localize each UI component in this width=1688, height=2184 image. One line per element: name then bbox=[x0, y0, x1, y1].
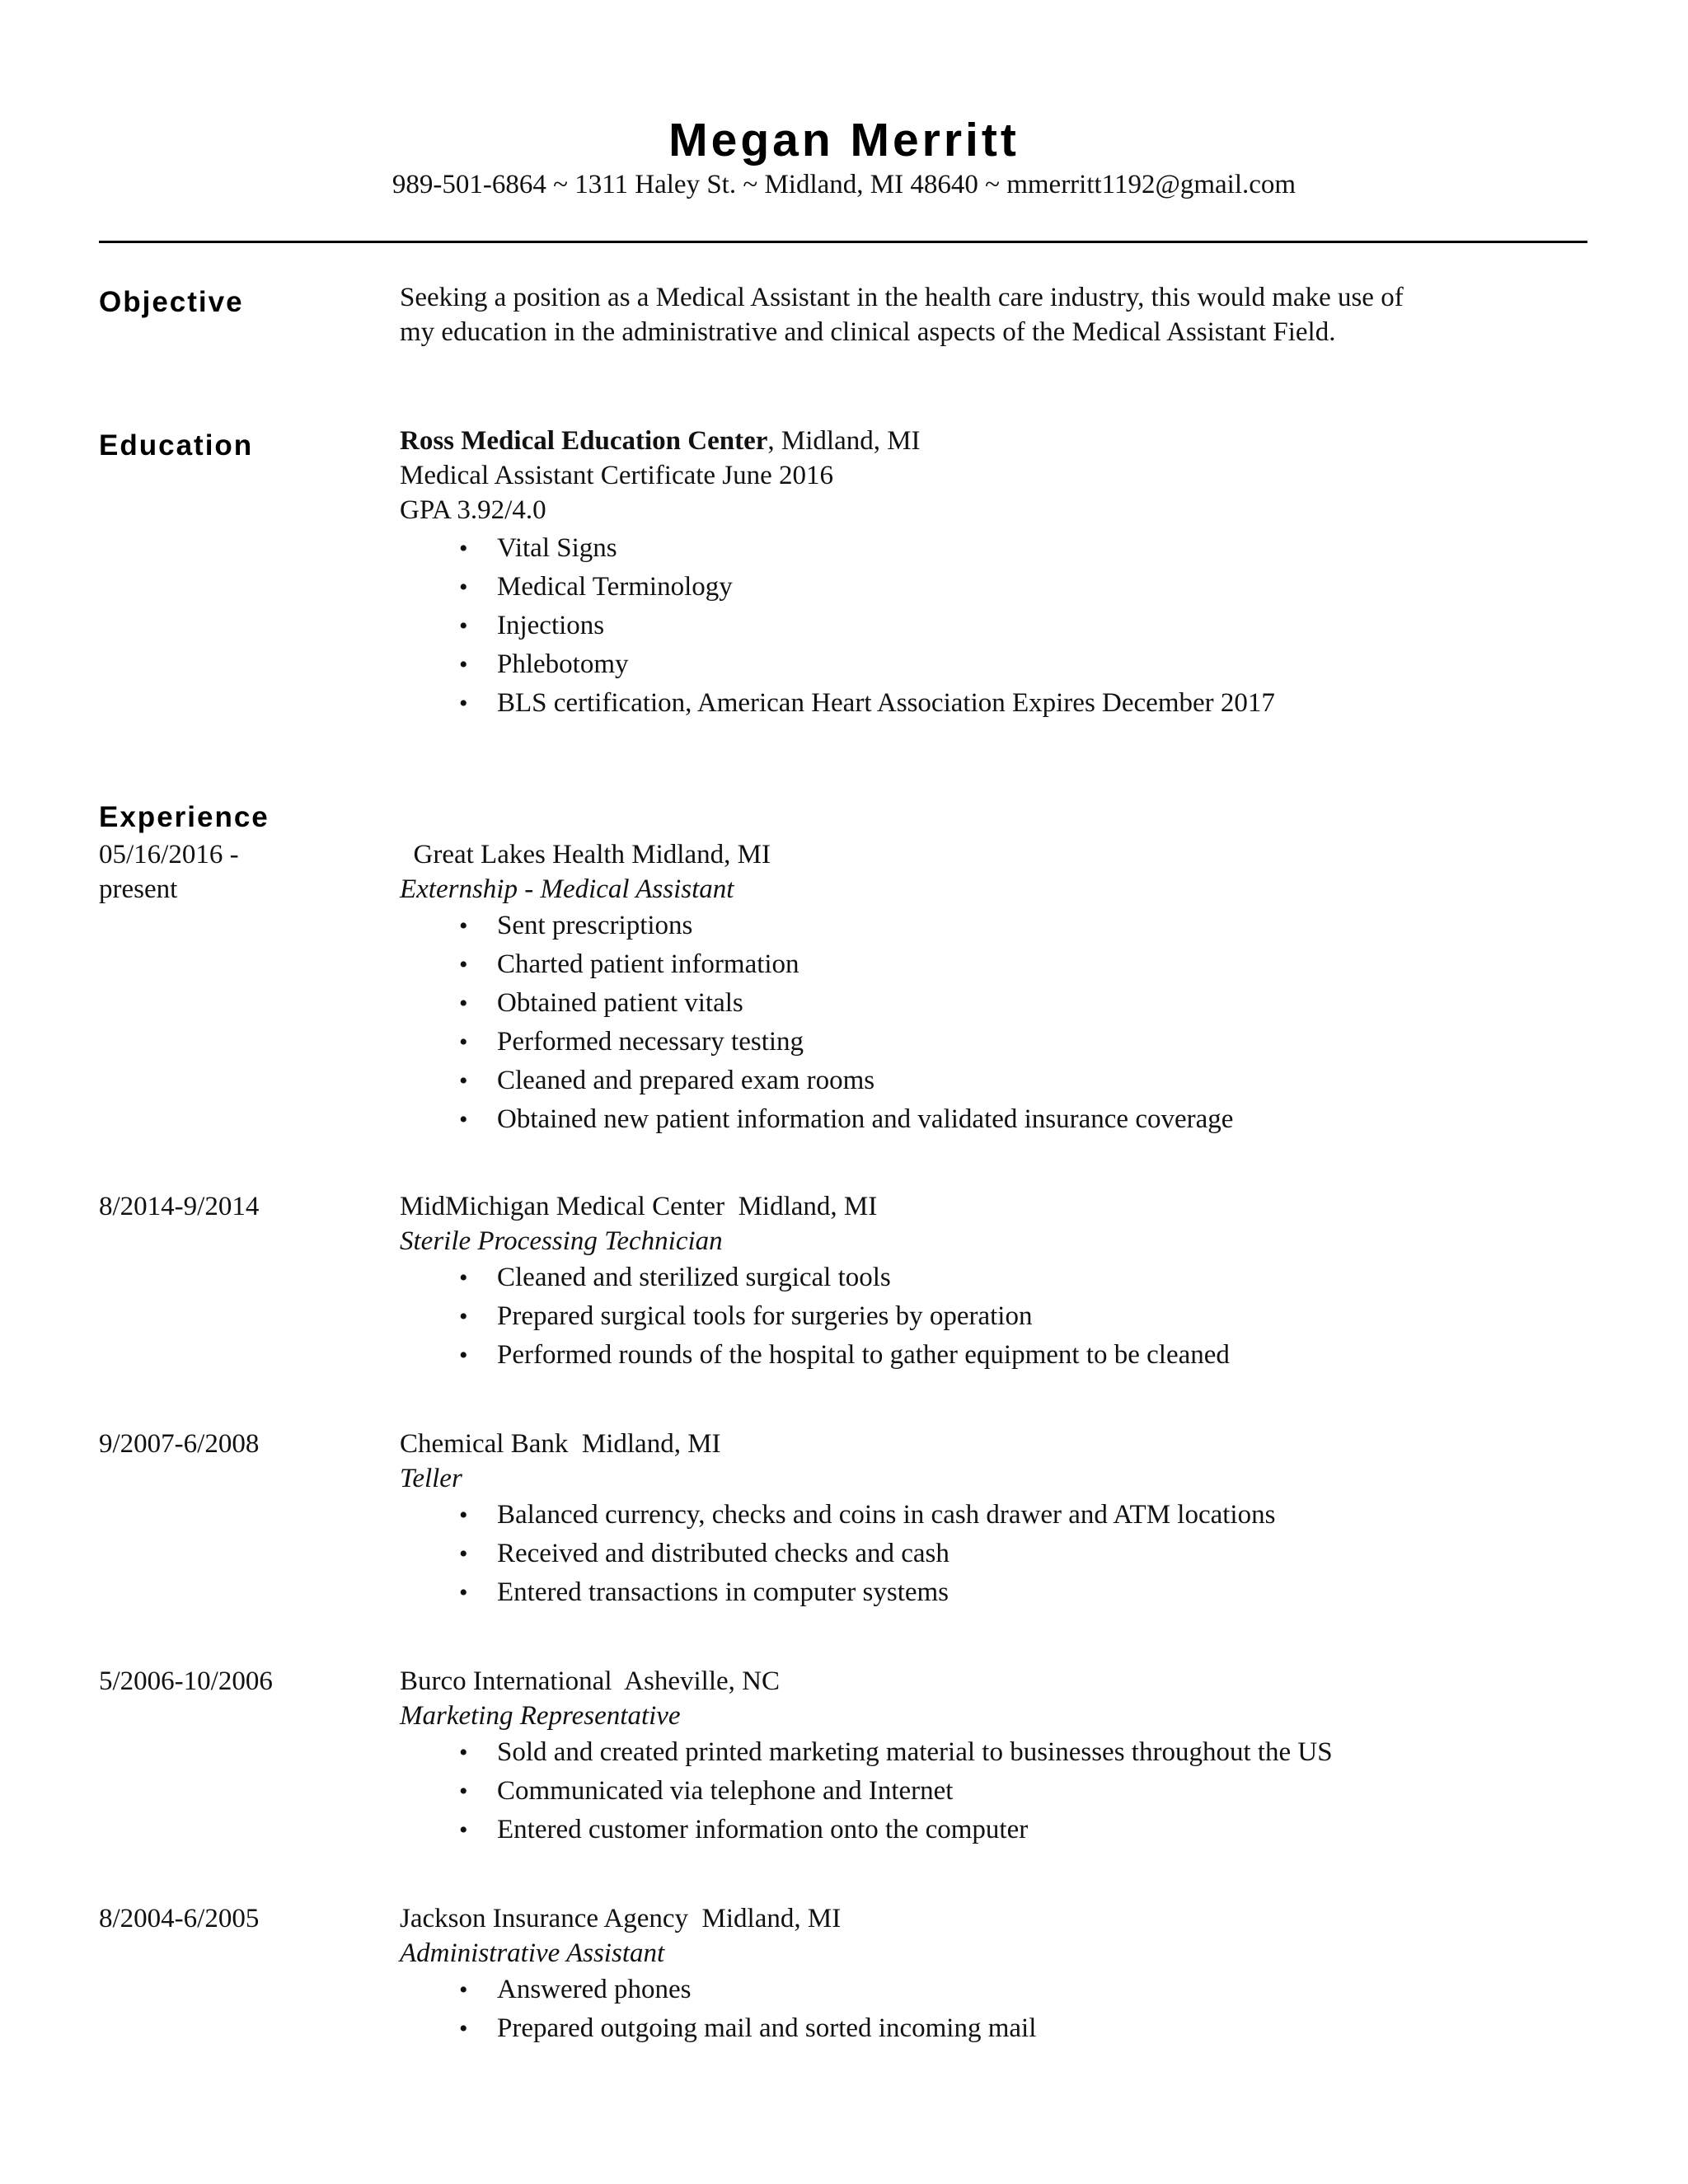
job-duties bbox=[400, 907, 1233, 1139]
bullet-icon: • bbox=[459, 1976, 468, 2004]
bullet-icon: • bbox=[459, 1502, 468, 1529]
list-item: • Performed necessary testing bbox=[400, 1023, 1233, 1062]
job-duties bbox=[400, 1733, 1333, 1849]
list-item: • Medical Terminology bbox=[400, 568, 1275, 607]
bullet-icon: • bbox=[459, 912, 468, 940]
objective-line: Seeking a position as a Medical Assistant in the health care industry, this would make use of bbox=[400, 283, 1404, 312]
job-entry bbox=[400, 1901, 1036, 2048]
job-employer: Jackson Insurance Agency Midland, MI bbox=[400, 1904, 842, 1933]
list-item: • Cleaned and sterilized surgical tools bbox=[400, 1258, 1230, 1297]
job-title: Teller bbox=[400, 1464, 462, 1493]
job-title: Sterile Processing Technician bbox=[400, 1226, 723, 1256]
bullet-icon: • bbox=[459, 1816, 468, 1844]
job-date: 8/2014-9/2014 bbox=[99, 1192, 260, 1221]
list-item: • Vital Signs bbox=[400, 529, 1275, 568]
objective-line: my education in the administrative and clinical aspects of the Medical Assistant Field. bbox=[400, 317, 1336, 347]
list-item: • Performed rounds of the hospital to gather equipment to be cleaned bbox=[400, 1336, 1230, 1375]
list-item: • BLS certification, American Heart Association Expires December 2017 bbox=[400, 684, 1275, 723]
school-name: Ross Medical Education Center bbox=[400, 426, 768, 456]
objective-heading: Objective bbox=[99, 286, 244, 318]
job-entry bbox=[400, 1189, 1230, 1375]
job-date: 5/2006-10/2006 bbox=[99, 1666, 273, 1696]
job-title: Externship - Medical Assistant bbox=[400, 874, 734, 904]
list-item: • Answered phones bbox=[400, 1971, 1036, 2009]
education-school-line bbox=[400, 424, 1275, 458]
education-block bbox=[400, 424, 1275, 723]
bullet-icon: • bbox=[459, 1303, 468, 1330]
bullet-icon: • bbox=[459, 2015, 468, 2042]
bullet-icon: • bbox=[459, 1739, 468, 1766]
job-duties bbox=[400, 1971, 1036, 2048]
list-item: • Charted patient information bbox=[400, 945, 1233, 984]
list-item: • Obtained new patient information and validated insurance coverage bbox=[400, 1100, 1233, 1139]
education-skill-list bbox=[400, 529, 1275, 723]
bullet-icon: • bbox=[459, 1029, 468, 1056]
list-item: • Entered customer information onto the computer bbox=[400, 1811, 1333, 1849]
education-heading: Education bbox=[99, 429, 254, 462]
education-gpa: GPA 3.92/4.0 bbox=[400, 495, 546, 525]
job-entry bbox=[400, 1664, 1333, 1849]
job-employer: Burco International Asheville, NC bbox=[400, 1666, 780, 1696]
job-entry bbox=[400, 1427, 1275, 1612]
list-item: • Received and distributed checks and cash bbox=[400, 1535, 1275, 1573]
header-divider bbox=[99, 241, 1587, 243]
experience-heading: Experience bbox=[99, 801, 270, 833]
job-date: 9/2007-6/2008 bbox=[99, 1429, 260, 1459]
contact-line: 989-501-6864 ~ 1311 Haley St. ~ Midland, MI 48640 ~ mmerritt1192@gmail.com bbox=[392, 170, 1296, 199]
job-duties bbox=[400, 1496, 1275, 1612]
bullet-icon: • bbox=[459, 1264, 468, 1291]
job-employer: Great Lakes Health Midland, MI bbox=[400, 840, 771, 869]
bullet-icon: • bbox=[459, 535, 468, 562]
job-employer: MidMichigan Medical Center Midland, MI bbox=[400, 1192, 878, 1221]
candidate-name: Megan Merritt bbox=[668, 114, 1020, 166]
bullet-icon: • bbox=[459, 651, 468, 678]
list-item: • Entered transactions in computer systems bbox=[400, 1573, 1275, 1612]
list-item: • Prepared surgical tools for surgeries by operation bbox=[400, 1297, 1230, 1336]
bullet-icon: • bbox=[459, 690, 468, 717]
bullet-icon: • bbox=[459, 574, 468, 601]
objective-text bbox=[400, 280, 1404, 349]
list-item: • Sold and created printed marketing material to businesses throughout the US bbox=[400, 1733, 1333, 1772]
list-item: • Communicated via telephone and Internet bbox=[400, 1772, 1333, 1811]
job-date: 8/2004-6/2005 bbox=[99, 1904, 260, 1933]
job-date: 05/16/2016 - present bbox=[99, 840, 239, 904]
list-item: • Cleaned and prepared exam rooms bbox=[400, 1062, 1233, 1100]
job-duties bbox=[400, 1258, 1230, 1375]
bullet-icon: • bbox=[459, 951, 468, 978]
job-employer: Chemical Bank Midland, MI bbox=[400, 1429, 721, 1459]
bullet-icon: • bbox=[459, 1067, 468, 1094]
bullet-icon: • bbox=[459, 1342, 468, 1369]
bullet-icon: • bbox=[459, 1106, 468, 1133]
list-item: • Phlebotomy bbox=[400, 645, 1275, 684]
job-entry bbox=[400, 837, 1233, 1139]
list-item: • Balanced currency, checks and coins in cash drawer and ATM locations bbox=[400, 1496, 1275, 1535]
job-title: Administrative Assistant bbox=[400, 1938, 665, 1968]
bullet-icon: • bbox=[459, 612, 468, 640]
bullet-icon: • bbox=[459, 990, 468, 1017]
bullet-icon: • bbox=[459, 1540, 468, 1568]
school-location: , Midland, MI bbox=[767, 426, 921, 456]
bullet-icon: • bbox=[459, 1778, 468, 1805]
list-item: • Injections bbox=[400, 607, 1275, 645]
education-certificate: Medical Assistant Certificate June 2016 bbox=[400, 461, 834, 490]
list-item: • Sent prescriptions bbox=[400, 907, 1233, 945]
bullet-icon: • bbox=[459, 1579, 468, 1606]
list-item: • Prepared outgoing mail and sorted incoming mail bbox=[400, 2009, 1036, 2048]
job-title: Marketing Representative bbox=[400, 1701, 681, 1731]
list-item: • Obtained patient vitals bbox=[400, 984, 1233, 1023]
